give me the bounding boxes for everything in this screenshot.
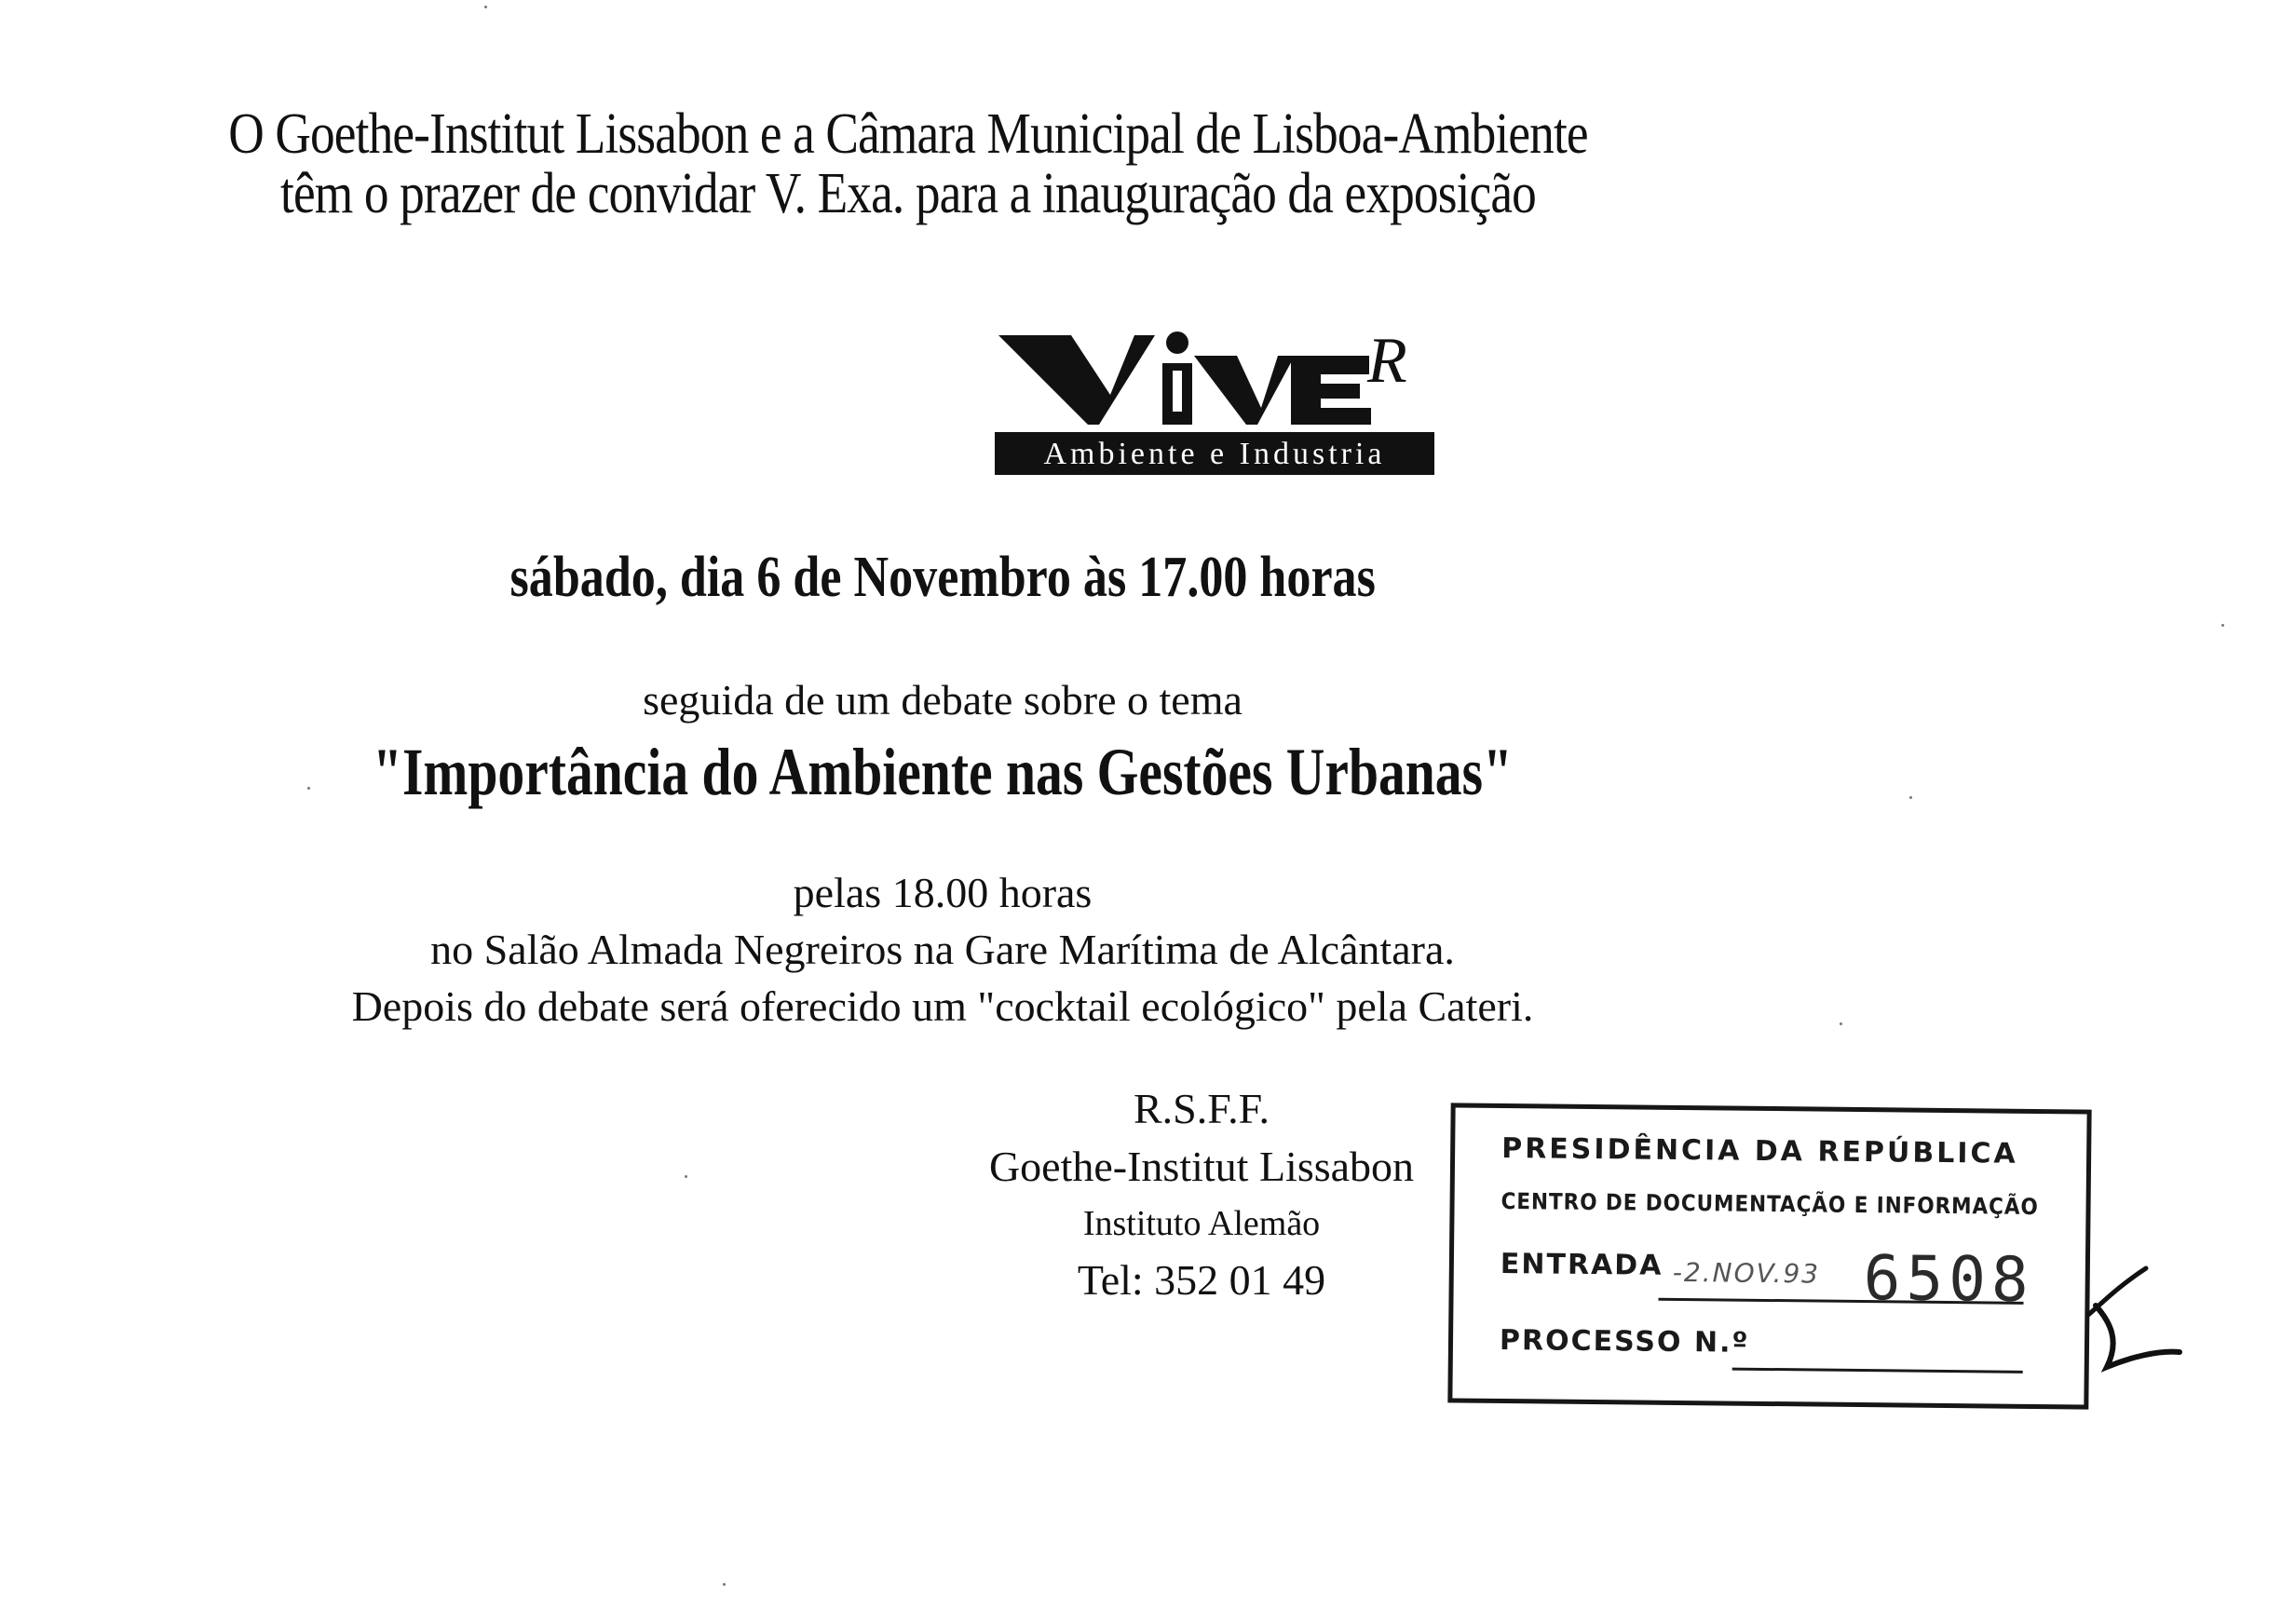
logo-letter-v: [998, 335, 1155, 425]
invitation-header: [0, 104, 1816, 223]
stamp-process-line: [1732, 1368, 2023, 1374]
header-line-2: têm o prazer de convidar V. Exa. para a inauguração da exposição: [280, 162, 1536, 225]
phone: Tel: 352 01 49: [1077, 1256, 1326, 1304]
stamp-entry-number: 6508: [1863, 1242, 2035, 1316]
rsvp: R.S.F.F.: [1133, 1085, 1270, 1132]
scan-speck: [2221, 624, 2224, 627]
logo-letter-e: [1291, 356, 1371, 425]
event-date: [0, 545, 1885, 611]
debate-topic: [0, 734, 1885, 811]
logo-letter-v2: [1194, 356, 1295, 425]
stamp-line-1: PRESIDÊNCIA DA REPÚBLICA: [1501, 1131, 2018, 1171]
registry-stamp: [1447, 1103, 2091, 1409]
stamp-process-label: PROCESSO N.º: [1499, 1323, 1750, 1360]
institute-name: Goethe-Institut Lissabon: [988, 1143, 1415, 1190]
debate-topic-text: "Importância do Ambiente nas Gestões Urbanas": [373, 735, 1513, 809]
event-details: [0, 864, 1885, 1035]
signature-block: [969, 1080, 1434, 1309]
scan-speck: [484, 6, 487, 8]
stamp-process-row: [1500, 1324, 2058, 1362]
logo-subtitle: Ambiente e Industria: [1043, 437, 1386, 471]
logo-letter-i-dot: [1166, 332, 1188, 354]
viver-logo: [995, 317, 1442, 480]
scan-speck: [723, 1583, 726, 1586]
logo-letter-r: R: [1367, 325, 1407, 397]
scan-speck: [685, 1175, 687, 1178]
handwritten-stroke-2: [2096, 1306, 2180, 1367]
institute-subtitle: Instituto Alemão: [1082, 1204, 1321, 1243]
stamp-entry-row: [1500, 1242, 2059, 1316]
scan-speck: [1909, 796, 1912, 799]
stamp-entry-date: -2.NOV.93: [1672, 1256, 1821, 1290]
stamp-entry-label: ENTRADA: [1500, 1247, 1664, 1282]
event-date-text: sábado, dia 6 de Novembro às 17.00 horas: [509, 546, 1376, 609]
handwritten-mark: [2083, 1257, 2185, 1387]
stamp-line-2: CENTRO DE DOCUMENTAÇÃO E INFORMAÇÃO: [1501, 1187, 2039, 1221]
debate-intro: seguida de um debate sobre o tema: [643, 676, 1243, 724]
venue: no Salão Almada Negreiros na Gare Marítima de Alcântara.: [430, 926, 1455, 973]
cocktail-note: Depois do debate será oferecido um "cocktail ecológico" pela Cateri.: [351, 982, 1534, 1030]
debate-time: pelas 18.00 horas: [793, 869, 1093, 916]
header-line-1: O Goethe-Institut Lissabon e a Câmara Municipal de Lisboa-Ambiente: [228, 102, 1588, 166]
logo-letter-i-cut: [1173, 371, 1182, 412]
